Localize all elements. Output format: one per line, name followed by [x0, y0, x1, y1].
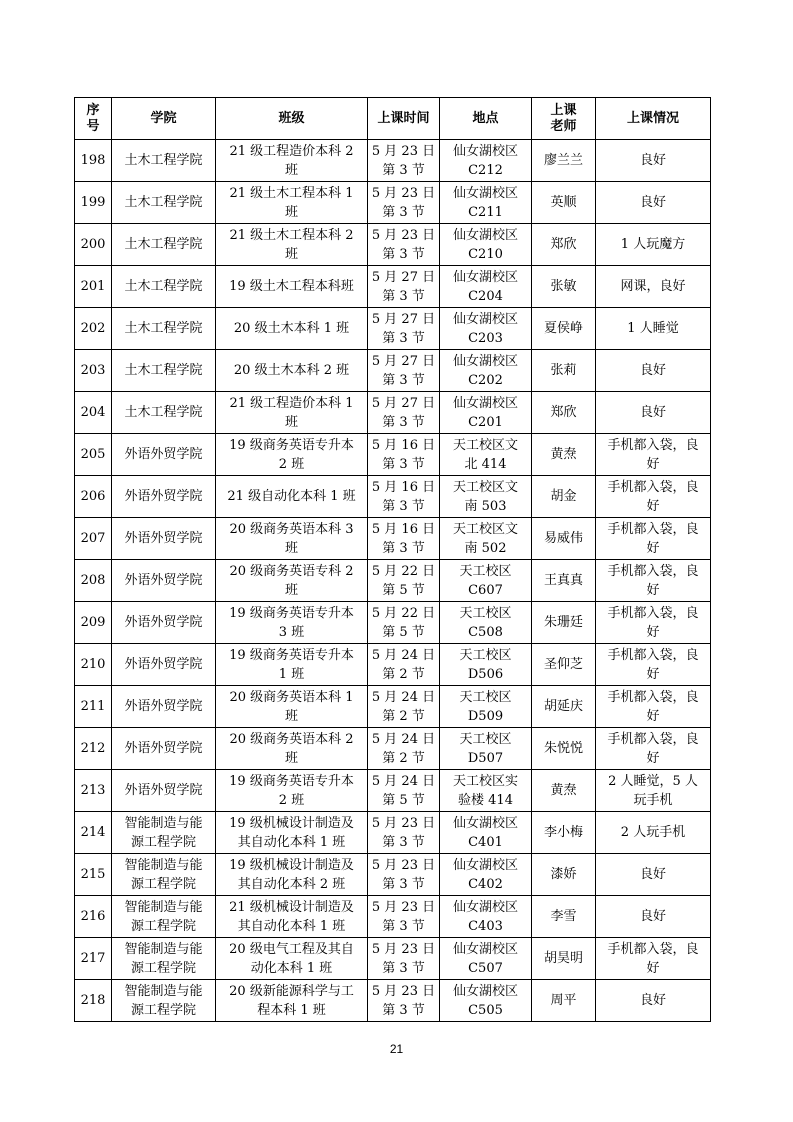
cell-college: 外语外贸学院: [112, 560, 216, 602]
table-row: [75, 308, 711, 350]
cell-time: 5 月 16 日 第 3 节: [368, 518, 440, 560]
cell-time: 5 月 27 日 第 3 节: [368, 308, 440, 350]
cell-college: 土木工程学院: [112, 308, 216, 350]
cell-class: 19 级机械设计制造及 其自动化本科 1 班: [216, 812, 368, 854]
header-college: 学院: [112, 98, 216, 140]
table-row: [75, 350, 711, 392]
cell-teacher: 郑欣: [532, 224, 596, 266]
cell-place: 天工校区实 验楼 414: [440, 770, 532, 812]
table-row: [75, 938, 711, 980]
cell-college: 土木工程学院: [112, 224, 216, 266]
cell-teacher: 胡金: [532, 476, 596, 518]
cell-teacher: 夏侯峥: [532, 308, 596, 350]
cell-time: 5 月 23 日 第 3 节: [368, 896, 440, 938]
cell-teacher: 胡延庆: [532, 686, 596, 728]
table-row: [75, 518, 711, 560]
table-row: [75, 602, 711, 644]
cell-status: 良好: [596, 182, 711, 224]
cell-status: 良好: [596, 980, 711, 1022]
cell-place: 天工校区文 南 503: [440, 476, 532, 518]
cell-college: 土木工程学院: [112, 140, 216, 182]
cell-teacher: 易威伟: [532, 518, 596, 560]
cell-place: 仙女湖校区 C212: [440, 140, 532, 182]
cell-place: 天工校区 D506: [440, 644, 532, 686]
cell-teacher: 李小梅: [532, 812, 596, 854]
cell-seq: 208: [75, 560, 112, 602]
table-row: [75, 182, 711, 224]
cell-teacher: 张莉: [532, 350, 596, 392]
cell-status: 手机都入袋，良 好: [596, 602, 711, 644]
cell-class: 19 级商务英语专升本 1 班: [216, 644, 368, 686]
cell-teacher: 张敏: [532, 266, 596, 308]
cell-place: 仙女湖校区 C203: [440, 308, 532, 350]
cell-teacher: 黄焘: [532, 434, 596, 476]
cell-college: 外语外贸学院: [112, 602, 216, 644]
cell-seq: 216: [75, 896, 112, 938]
cell-time: 5 月 27 日 第 3 节: [368, 392, 440, 434]
cell-teacher: 王真真: [532, 560, 596, 602]
cell-time: 5 月 27 日 第 3 节: [368, 350, 440, 392]
cell-time: 5 月 16 日 第 3 节: [368, 476, 440, 518]
cell-teacher: 漆娇: [532, 854, 596, 896]
cell-class: 21 级工程造价本科 1 班: [216, 392, 368, 434]
cell-teacher: 郑欣: [532, 392, 596, 434]
cell-place: 仙女湖校区 C210: [440, 224, 532, 266]
cell-seq: 205: [75, 434, 112, 476]
cell-status: 网课，良好: [596, 266, 711, 308]
cell-status: 手机都入袋，良 好: [596, 518, 711, 560]
cell-class: 20 级新能源科学与工 程本科 1 班: [216, 980, 368, 1022]
table-row: [75, 560, 711, 602]
cell-teacher: 胡昊明: [532, 938, 596, 980]
table-row: [75, 392, 711, 434]
cell-place: 仙女湖校区 C507: [440, 938, 532, 980]
cell-seq: 211: [75, 686, 112, 728]
cell-seq: 201: [75, 266, 112, 308]
header-status: 上课情况: [596, 98, 711, 140]
cell-seq: 217: [75, 938, 112, 980]
cell-place: 天工校区 D509: [440, 686, 532, 728]
header-place: 地点: [440, 98, 532, 140]
table-row: [75, 266, 711, 308]
cell-place: 仙女湖校区 C402: [440, 854, 532, 896]
cell-time: 5 月 24 日 第 2 节: [368, 644, 440, 686]
cell-seq: 212: [75, 728, 112, 770]
cell-place: 天工校区 D507: [440, 728, 532, 770]
cell-class: 21 级土木工程本科 2 班: [216, 224, 368, 266]
cell-status: 良好: [596, 854, 711, 896]
cell-seq: 218: [75, 980, 112, 1022]
cell-status: 手机都入袋，良 好: [596, 560, 711, 602]
cell-status: 手机都入袋，良 好: [596, 476, 711, 518]
cell-time: 5 月 23 日 第 3 节: [368, 182, 440, 224]
cell-status: 手机都入袋，良 好: [596, 938, 711, 980]
header-class: 班级: [216, 98, 368, 140]
table-row: [75, 728, 711, 770]
cell-seq: 198: [75, 140, 112, 182]
cell-class: 20 级土木本科 2 班: [216, 350, 368, 392]
cell-class: 19 级商务英语专升本 3 班: [216, 602, 368, 644]
cell-seq: 202: [75, 308, 112, 350]
table-row: [75, 980, 711, 1022]
header-seq: 序 号: [75, 98, 112, 140]
cell-status: 手机都入袋，良 好: [596, 644, 711, 686]
cell-time: 5 月 23 日 第 3 节: [368, 854, 440, 896]
cell-place: 仙女湖校区 C201: [440, 392, 532, 434]
page-number: 21: [389, 1042, 404, 1056]
class-inspection-table: [74, 97, 711, 1022]
cell-place: 天工校区 C607: [440, 560, 532, 602]
cell-college: 外语外贸学院: [112, 518, 216, 560]
cell-teacher: 周平: [532, 980, 596, 1022]
cell-seq: 210: [75, 644, 112, 686]
table-header-row: [75, 98, 711, 140]
cell-status: 良好: [596, 140, 711, 182]
cell-teacher: 朱悦悦: [532, 728, 596, 770]
cell-seq: 206: [75, 476, 112, 518]
cell-status: 手机都入袋，良 好: [596, 728, 711, 770]
cell-time: 5 月 23 日 第 3 节: [368, 812, 440, 854]
table-row: [75, 434, 711, 476]
cell-status: 1 人玩魔方: [596, 224, 711, 266]
cell-class: 20 级商务英语本科 2 班: [216, 728, 368, 770]
cell-college: 外语外贸学院: [112, 434, 216, 476]
cell-place: 天工校区文 北 414: [440, 434, 532, 476]
cell-time: 5 月 22 日 第 5 节: [368, 560, 440, 602]
cell-college: 智能制造与能 源工程学院: [112, 980, 216, 1022]
cell-seq: 200: [75, 224, 112, 266]
cell-class: 20 级商务英语本科 3 班: [216, 518, 368, 560]
cell-seq: 213: [75, 770, 112, 812]
header-teacher: 上课 老师: [532, 98, 596, 140]
table-row: [75, 686, 711, 728]
cell-college: 外语外贸学院: [112, 770, 216, 812]
cell-place: 仙女湖校区 C204: [440, 266, 532, 308]
cell-college: 土木工程学院: [112, 266, 216, 308]
header-time: 上课时间: [368, 98, 440, 140]
cell-time: 5 月 27 日 第 3 节: [368, 266, 440, 308]
cell-college: 外语外贸学院: [112, 476, 216, 518]
cell-place: 仙女湖校区 C211: [440, 182, 532, 224]
cell-college: 外语外贸学院: [112, 644, 216, 686]
cell-time: 5 月 22 日 第 5 节: [368, 602, 440, 644]
cell-status: 2 人睡觉，5 人 玩手机: [596, 770, 711, 812]
cell-status: 良好: [596, 896, 711, 938]
cell-seq: 203: [75, 350, 112, 392]
cell-class: 20 级土木本科 1 班: [216, 308, 368, 350]
cell-class: 21 级土木工程本科 1 班: [216, 182, 368, 224]
cell-college: 智能制造与能 源工程学院: [112, 812, 216, 854]
table-row: [75, 644, 711, 686]
cell-status: 1 人睡觉: [596, 308, 711, 350]
cell-place: 天工校区 C508: [440, 602, 532, 644]
cell-place: 天工校区文 南 502: [440, 518, 532, 560]
cell-college: 智能制造与能 源工程学院: [112, 896, 216, 938]
cell-class: 21 级机械设计制造及 其自动化本科 1 班: [216, 896, 368, 938]
cell-class: 19 级商务英语专升本 2 班: [216, 770, 368, 812]
cell-status: 手机都入袋，良 好: [596, 434, 711, 476]
cell-place: 仙女湖校区 C202: [440, 350, 532, 392]
table-row: [75, 476, 711, 518]
cell-teacher: 廖兰兰: [532, 140, 596, 182]
cell-time: 5 月 23 日 第 3 节: [368, 980, 440, 1022]
cell-college: 土木工程学院: [112, 182, 216, 224]
cell-class: 21 级自动化本科 1 班: [216, 476, 368, 518]
cell-class: 19 级土木工程本科班: [216, 266, 368, 308]
cell-seq: 207: [75, 518, 112, 560]
cell-time: 5 月 24 日 第 5 节: [368, 770, 440, 812]
cell-seq: 214: [75, 812, 112, 854]
table-body: [75, 140, 711, 1022]
cell-teacher: 李雪: [532, 896, 596, 938]
cell-college: 外语外贸学院: [112, 686, 216, 728]
cell-status: 手机都入袋，良 好: [596, 686, 711, 728]
cell-status: 2 人玩手机: [596, 812, 711, 854]
cell-class: 20 级商务英语专科 2 班: [216, 560, 368, 602]
cell-college: 外语外贸学院: [112, 728, 216, 770]
cell-class: 21 级工程造价本科 2 班: [216, 140, 368, 182]
cell-college: 土木工程学院: [112, 392, 216, 434]
table-row: [75, 140, 711, 182]
cell-seq: 209: [75, 602, 112, 644]
table-row: [75, 812, 711, 854]
table-row: [75, 854, 711, 896]
cell-time: 5 月 23 日 第 3 节: [368, 140, 440, 182]
cell-teacher: 黄焘: [532, 770, 596, 812]
table-row: [75, 896, 711, 938]
cell-seq: 199: [75, 182, 112, 224]
cell-college: 土木工程学院: [112, 350, 216, 392]
cell-time: 5 月 16 日 第 3 节: [368, 434, 440, 476]
cell-place: 仙女湖校区 C401: [440, 812, 532, 854]
cell-class: 20 级电气工程及其自 动化本科 1 班: [216, 938, 368, 980]
cell-status: 良好: [596, 350, 711, 392]
cell-place: 仙女湖校区 C403: [440, 896, 532, 938]
cell-place: 仙女湖校区 C505: [440, 980, 532, 1022]
cell-time: 5 月 24 日 第 2 节: [368, 686, 440, 728]
cell-class: 19 级机械设计制造及 其自动化本科 2 班: [216, 854, 368, 896]
table-row: [75, 224, 711, 266]
cell-time: 5 月 24 日 第 2 节: [368, 728, 440, 770]
cell-teacher: 朱珊廷: [532, 602, 596, 644]
cell-status: 良好: [596, 392, 711, 434]
cell-class: 20 级商务英语本科 1 班: [216, 686, 368, 728]
cell-class: 19 级商务英语专升本 2 班: [216, 434, 368, 476]
cell-time: 5 月 23 日 第 3 节: [368, 224, 440, 266]
cell-seq: 204: [75, 392, 112, 434]
cell-college: 智能制造与能 源工程学院: [112, 938, 216, 980]
cell-time: 5 月 23 日 第 3 节: [368, 938, 440, 980]
table-row: [75, 770, 711, 812]
cell-seq: 215: [75, 854, 112, 896]
cell-teacher: 圣仰芝: [532, 644, 596, 686]
cell-college: 智能制造与能 源工程学院: [112, 854, 216, 896]
cell-teacher: 英顺: [532, 182, 596, 224]
